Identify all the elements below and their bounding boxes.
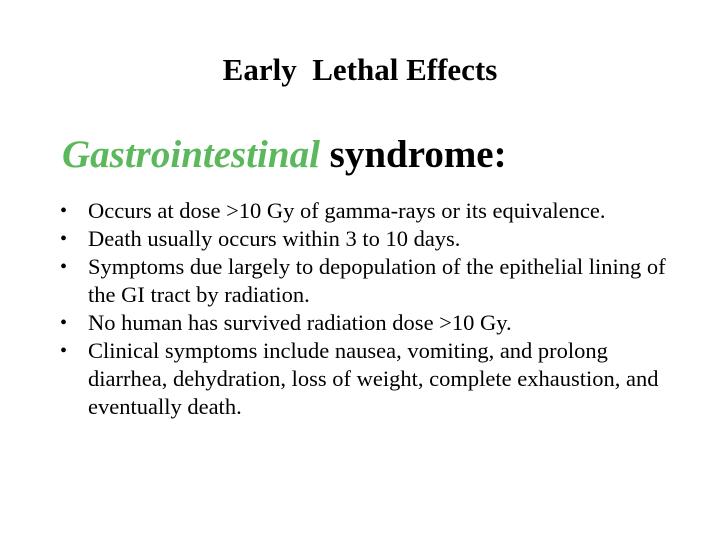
slide-title: Early Lethal Effects bbox=[222, 52, 498, 87]
bullet-item bbox=[60, 337, 690, 421]
bullet-text: Symptoms due largely to depopulation of the epithelial lining of the GI tract by radiation. bbox=[88, 254, 666, 307]
bullet-text: Occurs at dose >10 Gy of gamma-rays or its equivalence. bbox=[88, 198, 606, 223]
bullet-text: No human has survived radiation dose >10 Gy. bbox=[88, 310, 512, 335]
section-heading bbox=[62, 132, 507, 177]
heading-highlight: Gastrointestinal bbox=[62, 133, 320, 176]
bullet-item bbox=[60, 225, 690, 253]
bullet-item bbox=[60, 309, 690, 337]
bullet-dot-icon: • bbox=[60, 256, 68, 278]
bullet-dot-icon: • bbox=[60, 340, 68, 362]
bullet-list bbox=[60, 197, 690, 421]
bullet-dot-icon: • bbox=[60, 312, 68, 334]
bullet-item bbox=[60, 253, 690, 309]
bullet-text: Clinical symptoms include nausea, vomiting, and prolong diarrhea, dehydration, loss of weight, complete exhaustion, and eventually death. bbox=[88, 338, 659, 419]
bullet-dot-icon: • bbox=[60, 228, 68, 250]
bullet-dot-icon: • bbox=[60, 200, 68, 222]
bullet-text: Death usually occurs within 3 to 10 days. bbox=[88, 226, 461, 251]
heading-rest: syndrome: bbox=[319, 133, 507, 176]
bullet-item bbox=[60, 197, 690, 225]
